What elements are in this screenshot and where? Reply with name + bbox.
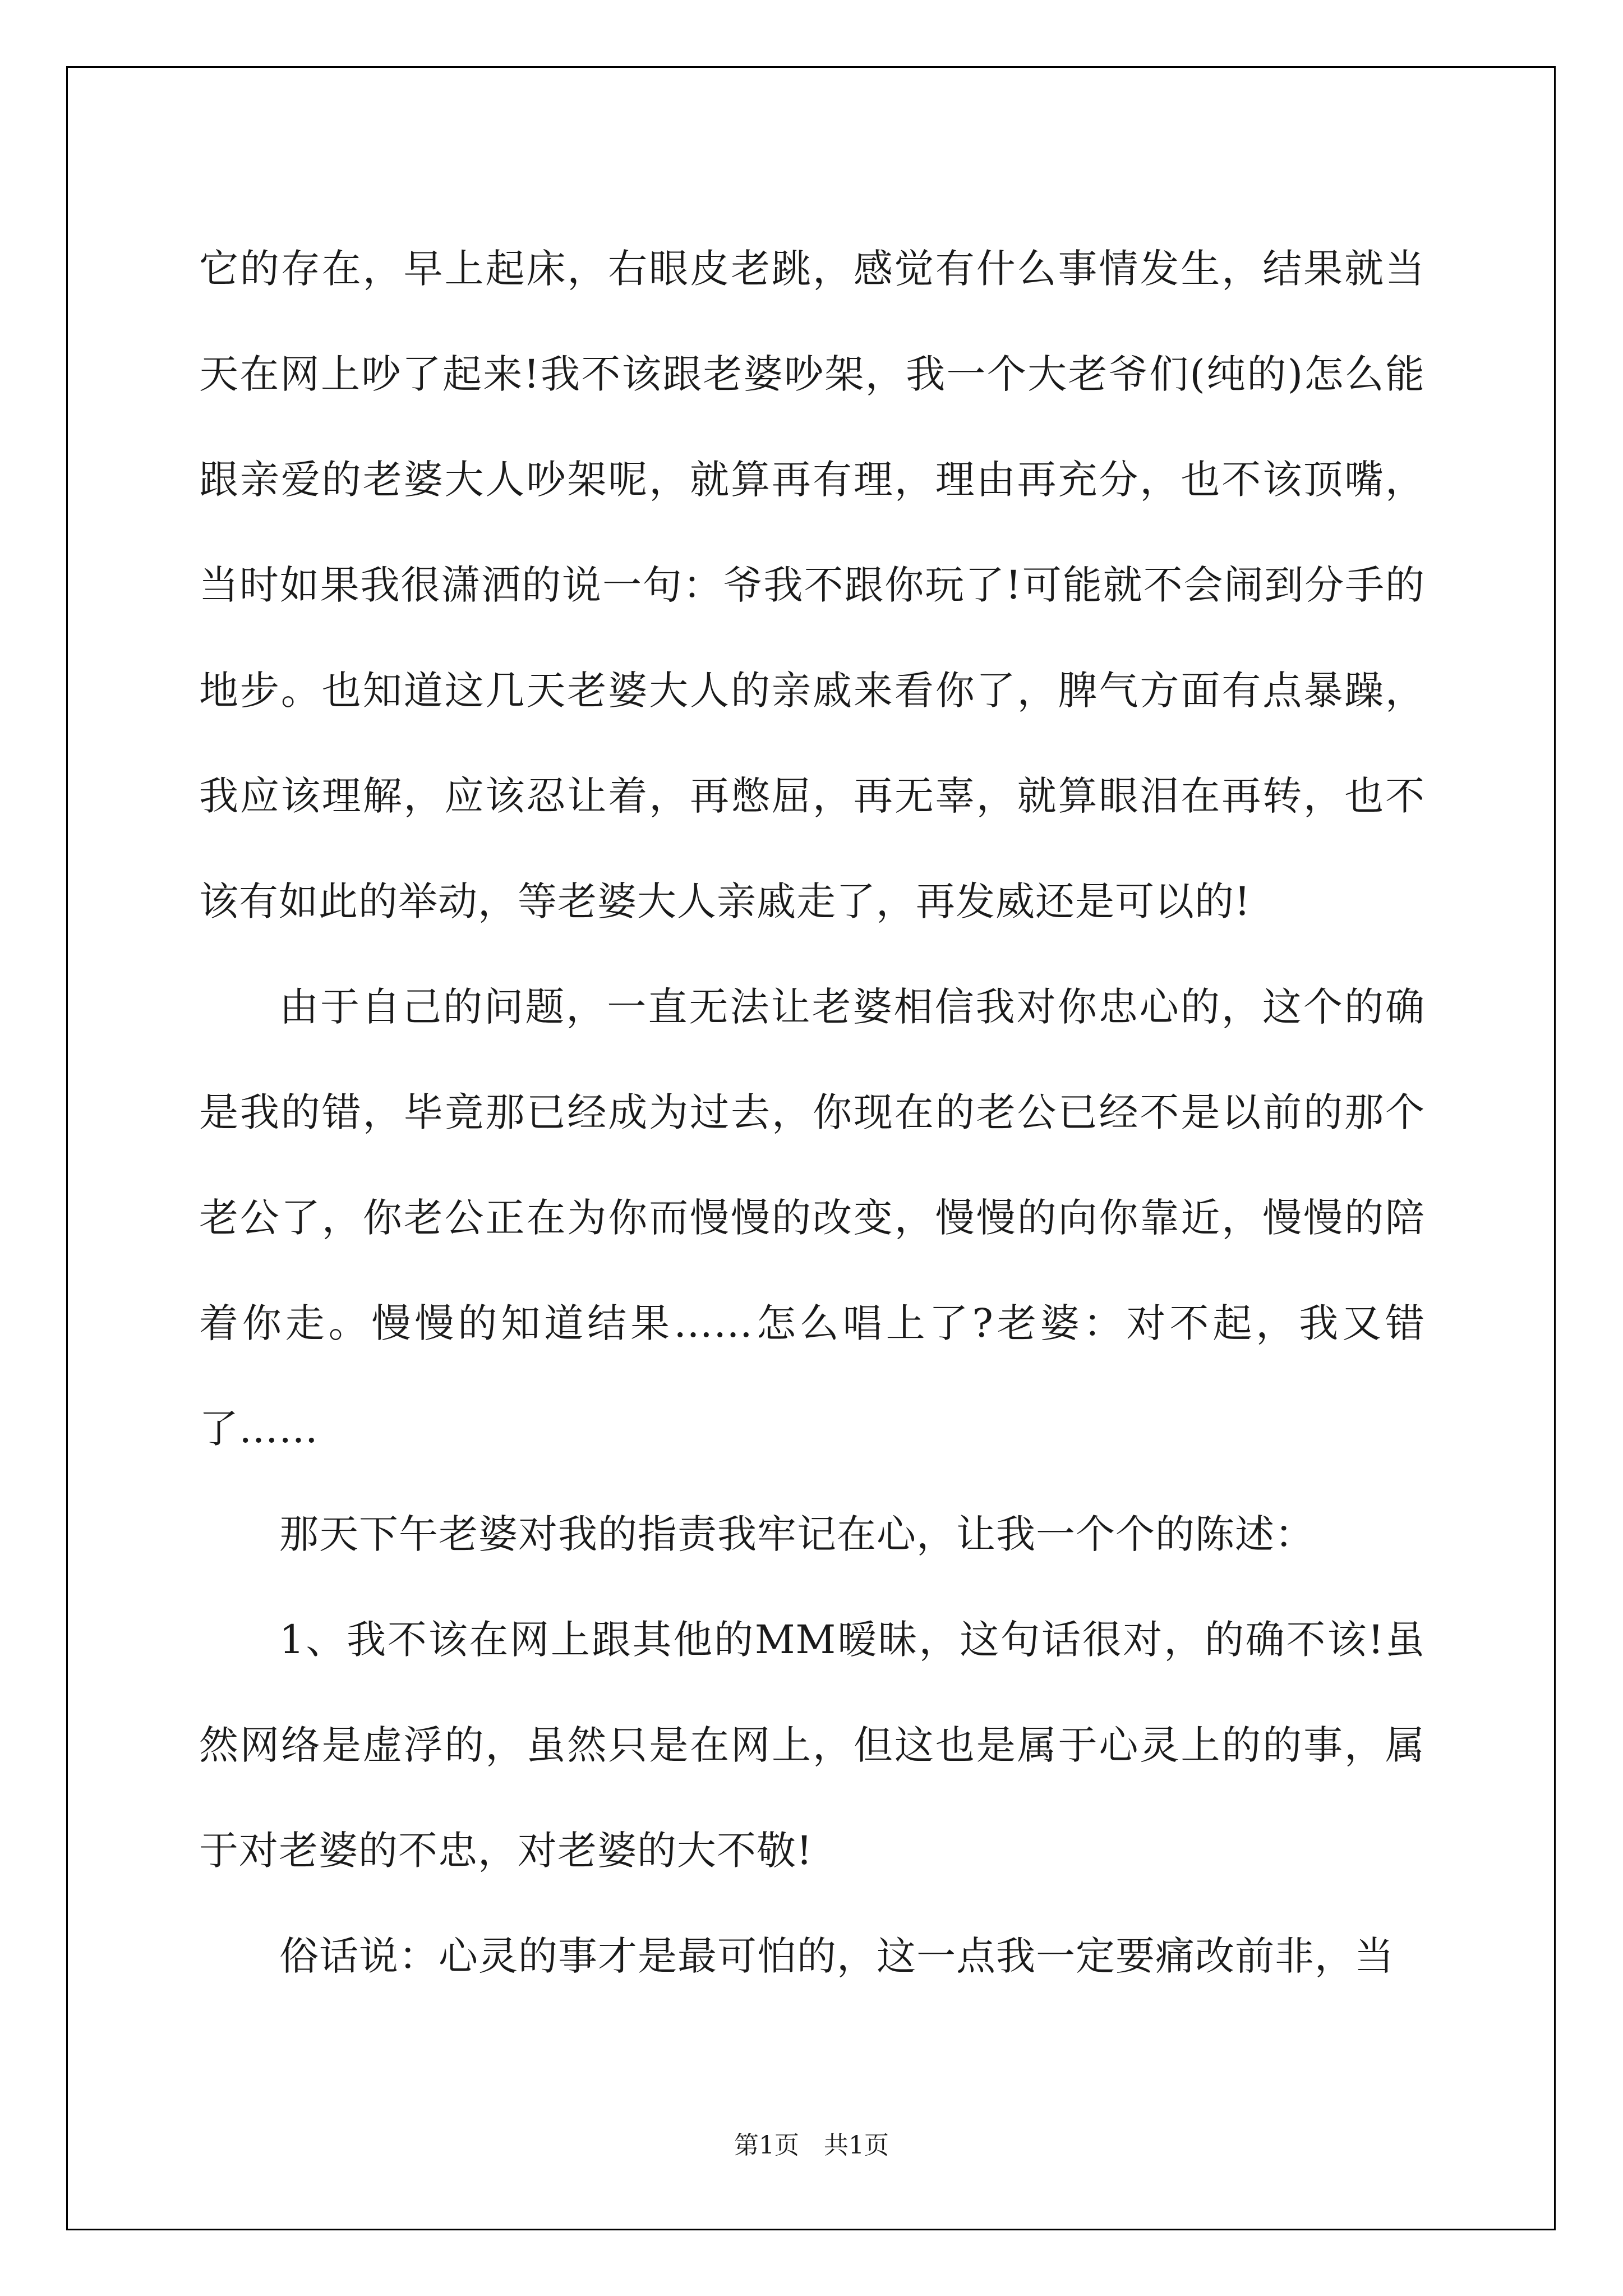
paragraph: 由于自己的问题，一直无法让老婆相信我对你忠心的，这个的确是我的错，毕竟那已经成为过去，你现在的老公已经不是以前的那个老公了，你老公正在为你而慢慢的改变，慢慢的向你靠近，慢慢的陪着你走。慢慢的知道结果……怎么唱上了?老婆：对不起，我又错了…… [199, 984, 1425, 1452]
paragraph: 那天下午老婆对我的指责我牢记在心，让我一个个的陈述： [279, 1511, 1315, 1557]
document-body [199, 216, 1425, 2009]
paragraph: 1、我不该在网上跟其他的MM暧昧，这句话很对，的确不该!虽然网络是虚浮的，虽然只是在网上，但这也是属于心灵上的的事，属于对老婆的不忠，对老婆的大不敬! [199, 1617, 1425, 1874]
paragraph-continuation: 它的存在，早上起床，右眼皮老跳，感觉有什么事情发生，结果就当天在网上吵了起来!我不该跟老婆吵架，我一个大老爷们(纯的)怎么能跟亲爱的老婆大人吵架呢，就算再有理，理由再充分，也不该顶嘴，当时如果我很潇洒的说一句：爷我不跟你玩了!可能就不会闹到分手的地步。也知道这几天老婆大人的亲戚来看你了，脾气方面有点暴躁，我应该理解，应该忍让着，再憋屈，再无辜，就算眼泪在再转，也不该有如此的举动，等老婆大人亲戚走了，再发威还是可以的! [199, 246, 1425, 924]
page-number-footer: 第1页 共1页 [734, 2131, 889, 2160]
paragraph: 俗话说：心灵的事才是最可怕的，这一点我一定要痛改前非，当 [279, 1933, 1394, 1979]
